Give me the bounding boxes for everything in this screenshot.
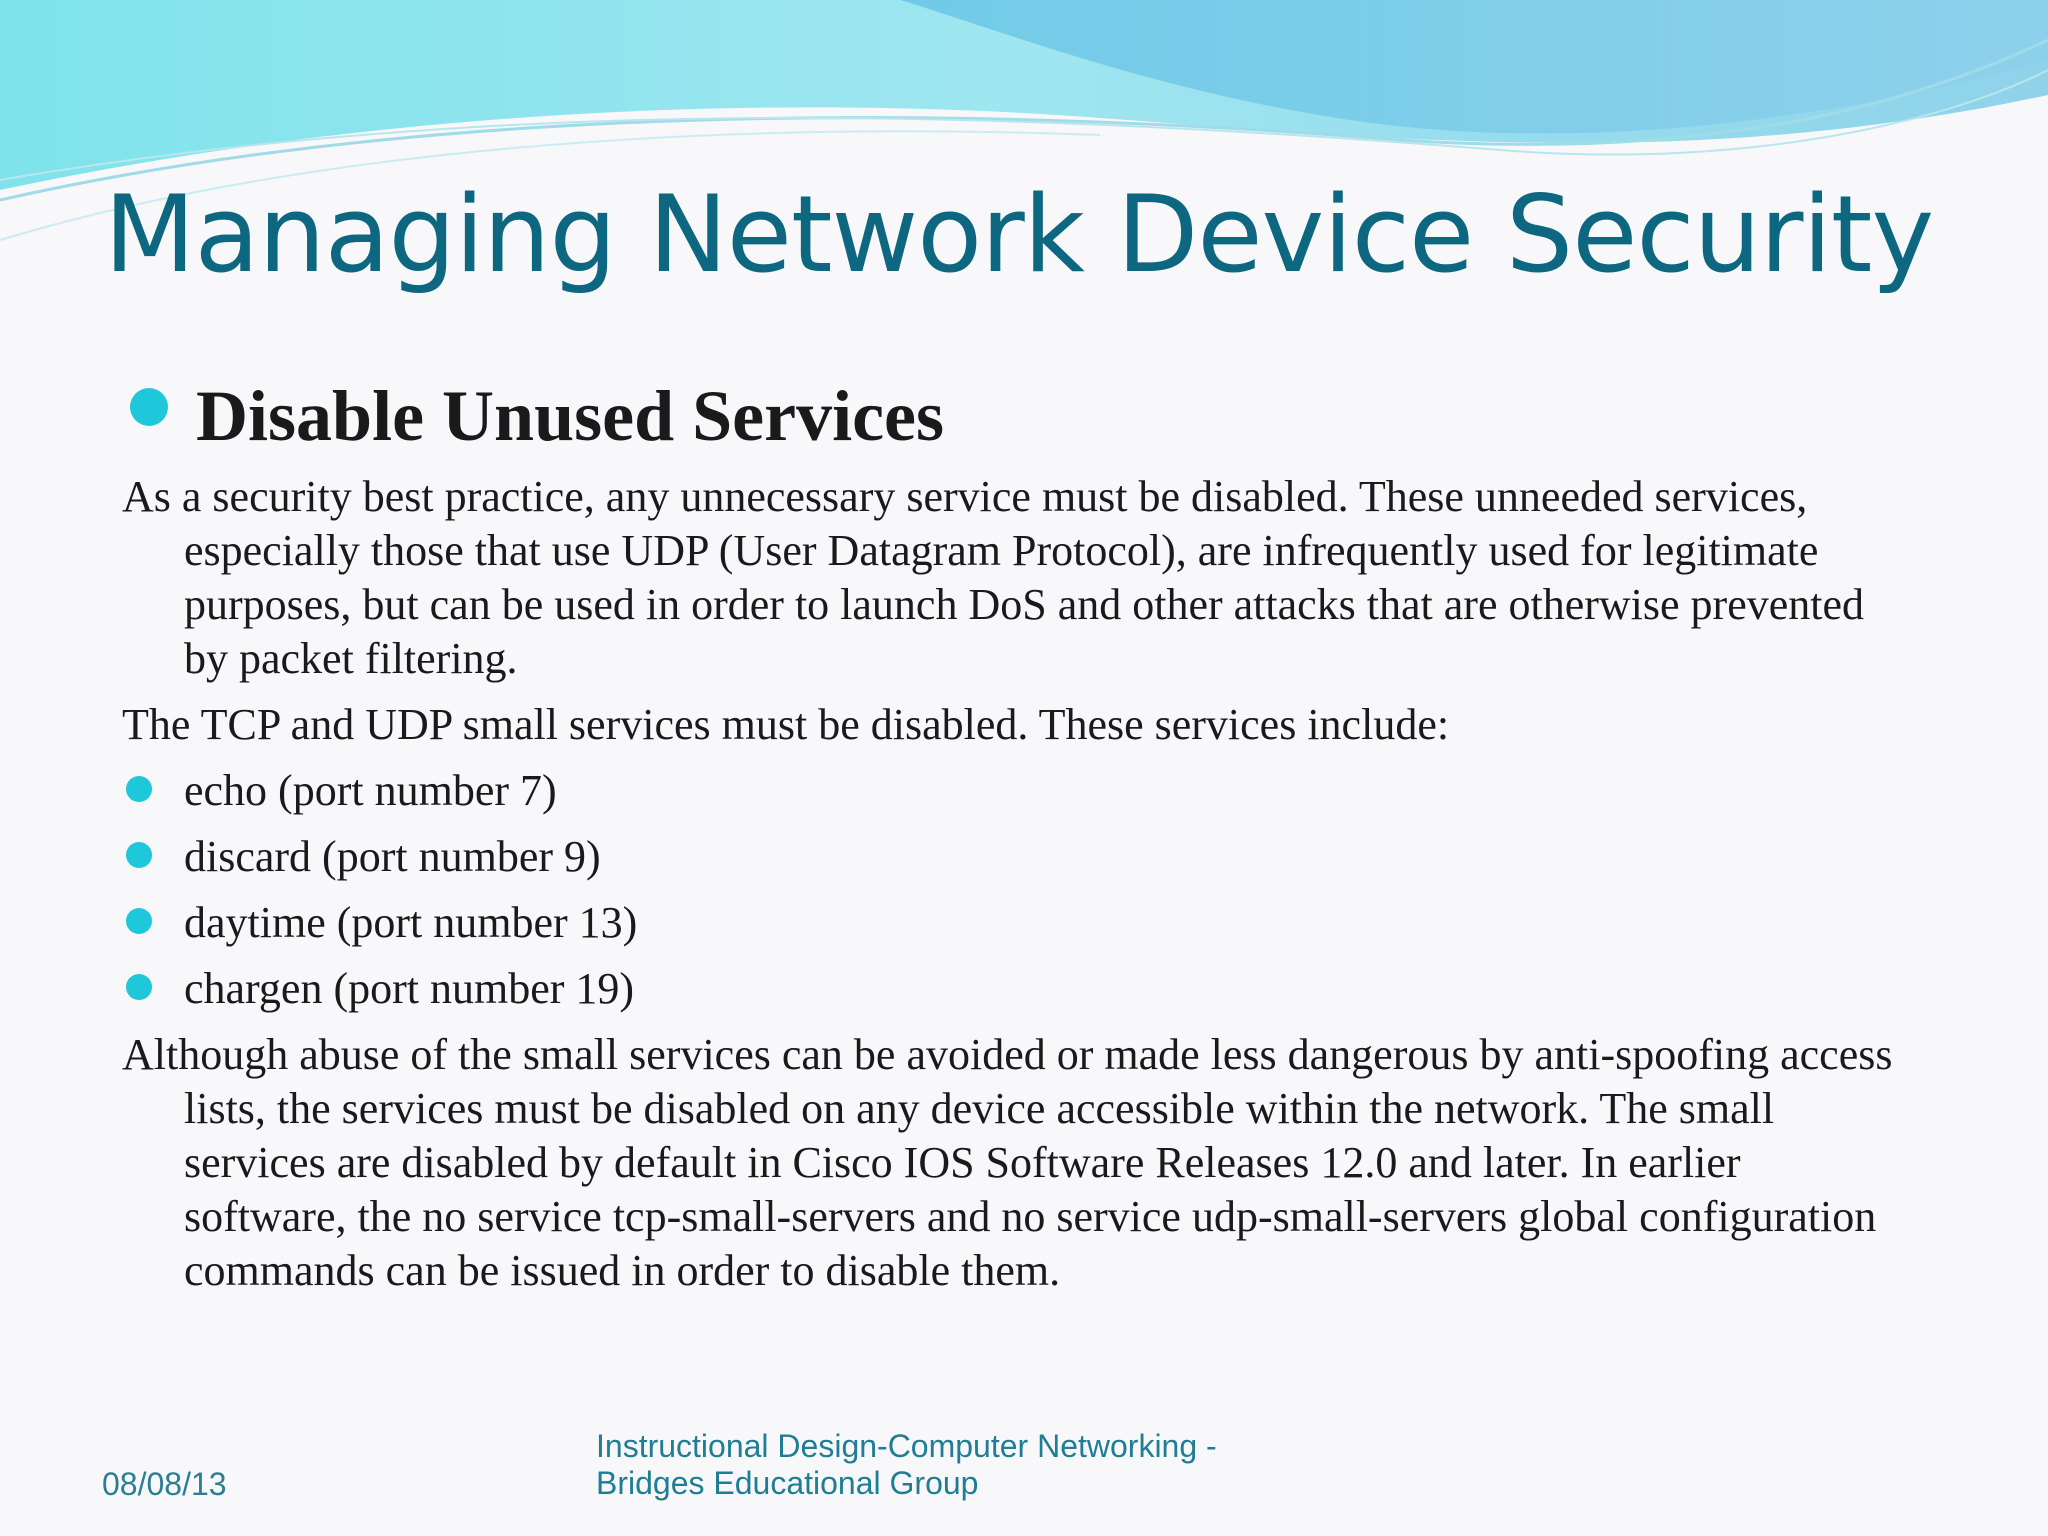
list-item-text: chargen (port number 19) xyxy=(184,964,635,1013)
footer-organization xyxy=(596,1428,1217,1502)
bullet-icon xyxy=(130,388,168,426)
section-heading xyxy=(122,368,1902,464)
footer-date: 08/08/13 xyxy=(102,1466,227,1502)
list-item-text: echo (port number 7) xyxy=(184,766,557,815)
bullet-icon xyxy=(126,842,152,868)
footer-org-line-2: Bridges Educational Group xyxy=(596,1465,979,1501)
slide-title: Managing Network Device Security xyxy=(104,173,1934,296)
paragraph-conclusion: Although abuse of the small services can be avoided or made less dangerous by anti-spoofing access lists, the services must be disabled on any device accessible within the network. The small services are disabled by default in Cisco IOS Software Releases 12.0 and later. In earlier software, the no service tcp-small-servers and no service udp-small-servers global configuration commands can be issued in order to disable them. xyxy=(122,1030,1893,1295)
list-item xyxy=(122,962,1902,1016)
services-list xyxy=(122,764,1902,1016)
list-item-text: daytime (port number 13) xyxy=(184,898,638,947)
list-item xyxy=(122,764,1902,818)
slide-content xyxy=(122,368,1902,1310)
list-item xyxy=(122,896,1902,950)
bullet-icon xyxy=(126,974,152,1000)
footer-org-line-1: Instructional Design-Computer Networking - xyxy=(596,1428,1217,1464)
bullet-icon xyxy=(126,908,152,934)
paragraph-services: The TCP and UDP small services must be disabled. These services include: xyxy=(122,700,1450,749)
bullet-icon xyxy=(126,776,152,802)
list-item xyxy=(122,830,1902,884)
paragraph-intro: As a security best practice, any unnecessary service must be disabled. These unneeded services, especially those that use UDP (User Datagram Protocol), are infrequently used for legitimate purposes, but can be used in order to launch DoS and other attacks that are otherwise prevented by packet filtering. xyxy=(122,472,1865,683)
list-item-text: discard (port number 9) xyxy=(184,832,601,881)
section-heading-text: Disable Unused Services xyxy=(196,376,945,456)
